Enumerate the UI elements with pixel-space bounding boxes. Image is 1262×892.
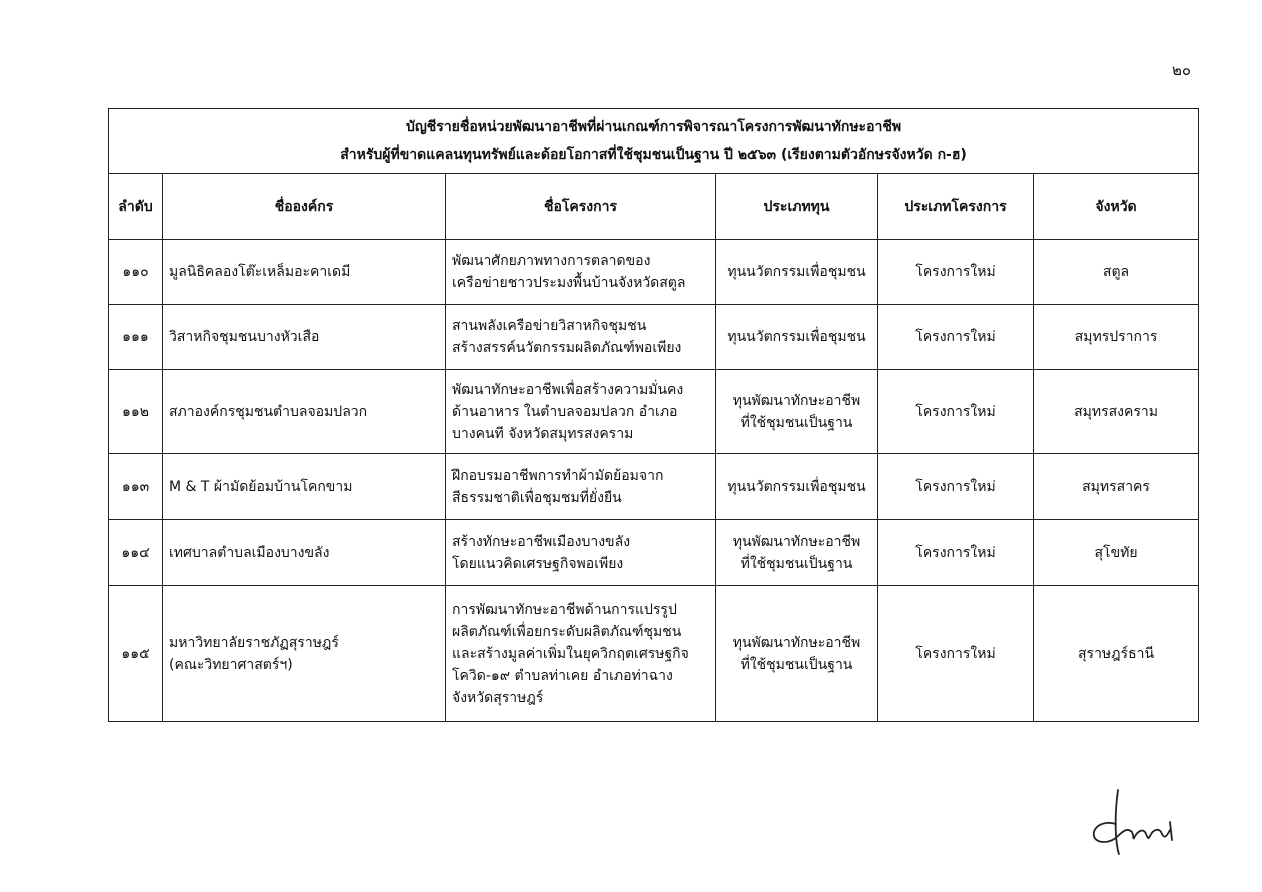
project-name-line: บางคนที จังหวัดสมุทรสงคราม: [452, 425, 634, 442]
title-line-2: สำหรับผู้ที่ขาดแคลนทุนทรัพย์และด้อยโอกาสที่ใช้ชุมชนเป็นฐาน ปี ๒๕๖๓ (เรียงตามตัวอักษรจังหวัด ก-ฮ): [340, 147, 967, 163]
row-number: ๑๑๒: [109, 370, 163, 454]
fund-type-line: ทุนนวัตกรรมเพื่อชุมชน: [727, 478, 866, 495]
page-number: ๒๐: [1172, 61, 1192, 79]
row-number: ๑๑๔: [109, 520, 163, 586]
fund-type-line: ที่ใช้ชุมชนเป็นฐาน: [740, 656, 853, 673]
project-type: โครงการใหม่: [878, 370, 1034, 454]
project-name-line: ผลิตภัณฑ์เพื่อยกระดับผลิตภัณฑ์ชุมชน: [452, 623, 682, 640]
project-type: โครงการใหม่: [878, 305, 1034, 370]
project-name-line: การพัฒนาทักษะอาชีพด้านการแปรรูป: [452, 601, 677, 618]
project-name-line: สร้างทักษะอาชีพเมืองบางขลัง: [452, 533, 631, 550]
project-type: โครงการใหม่: [878, 586, 1034, 722]
province: สมุทรสงคราม: [1034, 370, 1199, 454]
row-number: ๑๑๐: [109, 240, 163, 305]
project-name: [446, 586, 716, 722]
fund-type-line: ทุนพัฒนาทักษะอาชีพ: [732, 533, 861, 550]
title-line-1: บัญชีรายชื่อหน่วยพัฒนาอาชีพที่ผ่านเกณฑ์การพิจารณาโครงการพัฒนาทักษะอาชีพ: [405, 119, 902, 135]
row-number: ๑๑๕: [109, 586, 163, 722]
table-row: [109, 586, 1199, 722]
project-name-line: โควิด-๑๙ ตำบลท่าเคย อำเภอท่าฉาง: [452, 667, 673, 684]
table-row: [109, 305, 1199, 370]
project-name-line: พัฒนาทักษะอาชีพเพื่อสร้างความมั่นคง: [452, 381, 684, 398]
fund-type-line: ทุนพัฒนาทักษะอาชีพ: [732, 392, 861, 409]
table-row: [109, 520, 1199, 586]
row-number: ๑๑๑: [109, 305, 163, 370]
province: สมุทรสาคร: [1034, 454, 1199, 520]
header-org: ชื่อองค์กร: [163, 174, 446, 240]
fund-type: [716, 305, 878, 370]
header-row: [109, 174, 1199, 240]
project-name-line: โดยแนวคิดเศรษฐกิจพอเพียง: [452, 555, 624, 572]
project-name-line: จังหวัดสุราษฎร์: [452, 689, 544, 706]
project-name: [446, 370, 716, 454]
org-name-line: สภาองค์กรชุมชนตำบลจอมปลวก: [169, 403, 368, 420]
org-name: [163, 454, 446, 520]
fund-type: [716, 586, 878, 722]
org-name: [163, 370, 446, 454]
org-name: [163, 586, 446, 722]
org-name-line: เทศบาลตำบลเมืองบางขลัง: [169, 544, 330, 561]
project-name-line: ด้านอาหาร ในตำบลจอมปลวก อำเภอ: [452, 403, 678, 420]
project-name-line: และสร้างมูลค่าเพิ่มในยุควิกฤตเศรษฐกิจ: [452, 645, 689, 662]
org-name-line: วิสาหกิจชุมชนบางหัวเสือ: [169, 329, 320, 345]
project-name-line: ฝึกอบรมอาชีพการทำผ้ามัดย้อมจาก: [452, 467, 664, 484]
project-name-line: พัฒนาศักยภาพทางการตลาดของ: [452, 253, 651, 269]
province: สุราษฎร์ธานี: [1034, 586, 1199, 722]
province: สตูล: [1034, 240, 1199, 305]
org-name-line: M & T ผ้ามัดย้อมบ้านโคกขาม: [169, 478, 353, 495]
project-type: โครงการใหม่: [878, 240, 1034, 305]
project-name-line: สร้างสรรค์นวัตกรรมผลิตภัณฑ์พอเพียง: [452, 340, 682, 356]
fund-type: [716, 370, 878, 454]
fund-type-line: ทุนนวัตกรรมเพื่อชุมชน: [727, 264, 866, 280]
fund-type-line: ที่ใช้ชุมชนเป็นฐาน: [740, 555, 853, 572]
project-name: [446, 305, 716, 370]
fund-type-line: ทุนพัฒนาทักษะอาชีพ: [732, 634, 861, 651]
fund-type-line: ทุนนวัตกรรมเพื่อชุมชน: [727, 329, 866, 345]
signature: [1088, 784, 1178, 856]
row-number: ๑๑๓: [109, 454, 163, 520]
org-name: [163, 520, 446, 586]
province: สมุทรปราการ: [1034, 305, 1199, 370]
header-province: จังหวัด: [1034, 174, 1199, 240]
project-name: [446, 240, 716, 305]
project-list-table: [108, 108, 1199, 722]
table-title: [109, 109, 1199, 174]
fund-type-line: ที่ใช้ชุมชนเป็นฐาน: [740, 414, 853, 431]
org-name-line: มูลนิธิคลองโต๊ะเหล็มอะคาเดมี: [169, 264, 351, 280]
header-project: ชื่อโครงการ: [446, 174, 716, 240]
project-name: [446, 520, 716, 586]
table-row: [109, 454, 1199, 520]
fund-type: [716, 454, 878, 520]
project-type: โครงการใหม่: [878, 520, 1034, 586]
project-name-line: สานพลังเครือข่ายวิสาหกิจชุมชน: [452, 318, 647, 334]
project-name-line: เครือข่ายชาวประมงพื้นบ้านจังหวัดสตูล: [452, 275, 686, 291]
table-row: [109, 240, 1199, 305]
project-name-line: สีธรรมชาติเพื่อชุมชมที่ยั่งยืน: [452, 489, 622, 506]
org-name: [163, 305, 446, 370]
org-name: [163, 240, 446, 305]
province: สุโขทัย: [1034, 520, 1199, 586]
table-row: [109, 370, 1199, 454]
fund-type: [716, 240, 878, 305]
project-name: [446, 454, 716, 520]
project-type: โครงการใหม่: [878, 454, 1034, 520]
org-name-line: (คณะวิทยาศาสตร์ฯ): [169, 656, 293, 673]
header-fund: ประเภททุน: [716, 174, 878, 240]
fund-type: [716, 520, 878, 586]
header-no: ลำดับ: [109, 174, 163, 240]
header-type: ประเภทโครงการ: [878, 174, 1034, 240]
org-name-line: มหาวิทยาลัยราชภัฏสุราษฎร์: [169, 634, 339, 651]
